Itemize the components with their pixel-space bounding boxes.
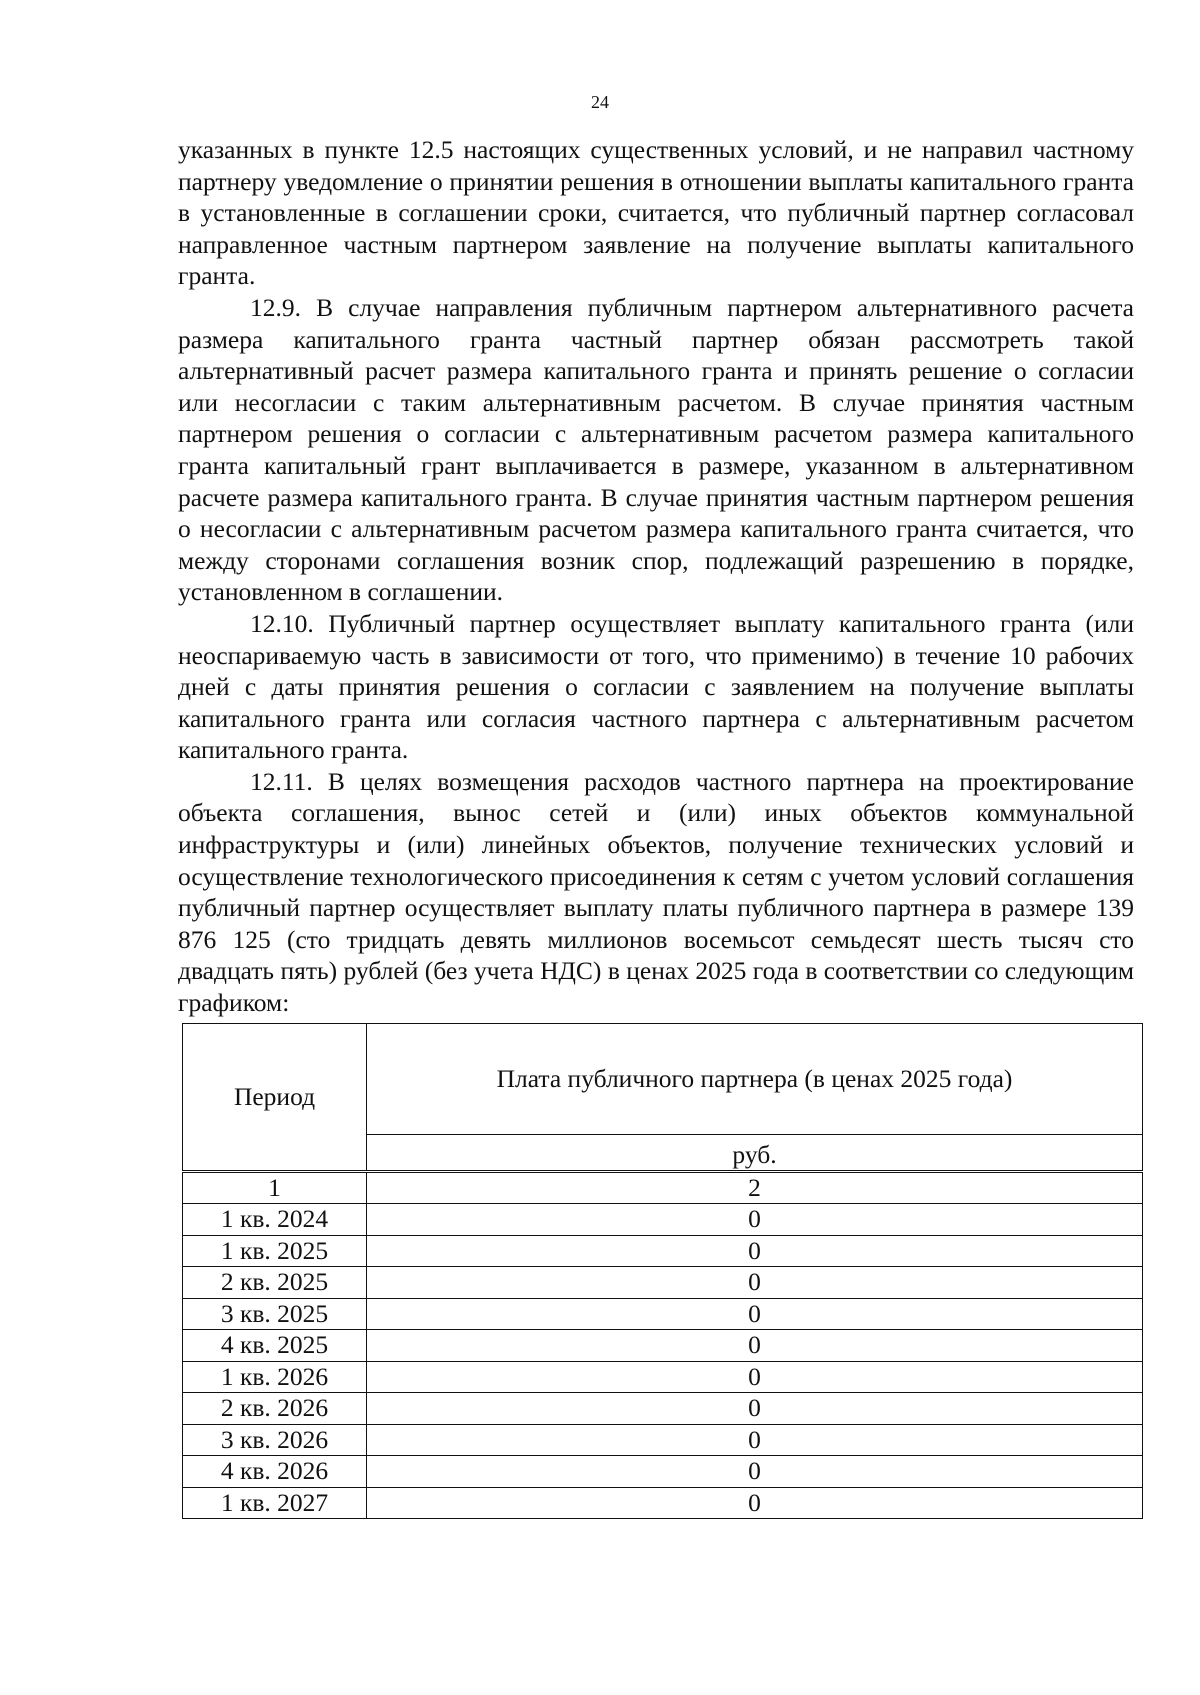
period-cell: 1 кв. 2027 <box>183 1487 367 1519</box>
column-number-1: 1 <box>183 1172 367 1204</box>
table-row <box>183 1424 1143 1456</box>
payment-value-cell: 0 <box>367 1298 1143 1330</box>
table-row <box>183 1361 1143 1393</box>
column-number-row <box>183 1172 1143 1204</box>
payment-schedule-table <box>182 1023 1143 1519</box>
payment-value-cell: 0 <box>367 1393 1143 1425</box>
period-cell: 1 кв. 2024 <box>183 1204 367 1236</box>
paragraph-12-11: 12.11. В целях возмещения расходов частного партнера на проектирование объекта соглашения, вынос сетей и (или) иных объектов коммунальной инфраструктуры и (или) линейных объектов, получение технических условий и осуществление технологического присоединения к сетям с учетом условий соглашения публичный партнер осуществляет выплату платы публичного партнера в размере 139 876 125 (сто тридцать девять миллионов восемьсот семьдесят шесть тысяч сто двадцать пять) рублей (без учета НДС) в ценах 2025 года в соответствии со следующим графиком: <box>178 766 1134 1018</box>
header-unit: руб. <box>367 1134 1143 1171</box>
period-cell: 1 кв. 2025 <box>183 1235 367 1267</box>
paragraph-12-9: 12.9. В случае направления публичным партнером альтернативного расчета размера капитального гранта частный партнер обязан рассмотреть такой альтернативный расчет размера капитального гранта и принять решение о согласии или несогласии с таким альтернативным расчетом. В случае принятия частным партнером решения о согласии с альтернативным расчетом размера капитального гранта капитальный грант выплачивается в размере, указанном в альтернативном расчете размера капитального гранта. В случае принятия частным партнером решения о несогласии с альтернативным расчетом размера капитального гранта считается, что между сторонами соглашения возник спор, подлежащий разрешению в порядке, установленном в соглашении. <box>178 292 1134 607</box>
table-row <box>183 1393 1143 1425</box>
payment-value-cell: 0 <box>367 1456 1143 1488</box>
table-row <box>183 1298 1143 1330</box>
page-number: 24 <box>591 92 609 112</box>
paragraph-12-10: 12.10. Публичный партнер осуществляет выплату капитального гранта (или неоспариваемую часть в зависимости от того, что применимо) в течение 10 рабочих дней с даты принятия решения о согласии с заявлением на получение выплаты капитального гранта или согласия частного партнера с альтернативным расчетом капитального гранта. <box>178 608 1134 765</box>
table-row <box>183 1487 1143 1519</box>
period-cell: 2 кв. 2026 <box>183 1393 367 1425</box>
header-payment: Плата публичного партнера (в ценах 2025 года) <box>367 1024 1143 1135</box>
table-row <box>183 1267 1143 1299</box>
payment-value-cell: 0 <box>367 1487 1143 1519</box>
period-cell: 4 кв. 2026 <box>183 1456 367 1488</box>
period-cell: 1 кв. 2026 <box>183 1361 367 1393</box>
period-cell: 4 кв. 2025 <box>183 1330 367 1362</box>
table-row <box>183 1204 1143 1236</box>
payment-value-cell: 0 <box>367 1361 1143 1393</box>
column-number-2: 2 <box>367 1172 1143 1204</box>
document-body <box>178 134 1134 1019</box>
table-row <box>183 1456 1143 1488</box>
payment-value-cell: 0 <box>367 1235 1143 1267</box>
period-cell: 2 кв. 2025 <box>183 1267 367 1299</box>
table-header-row <box>183 1024 1143 1135</box>
paragraph-continuation: указанных в пункте 12.5 настоящих существенных условий, и не направил частному партнеру уведомление о принятии решения в отношении выплаты капитального гранта в установленные в соглашении сроки, считается, что публичный партнер согласовал направленное частным партнером заявление на получение выплаты капитального гранта. <box>178 135 1134 291</box>
table-row <box>183 1235 1143 1267</box>
payment-value-cell: 0 <box>367 1267 1143 1299</box>
period-cell: 3 кв. 2026 <box>183 1424 367 1456</box>
payment-value-cell: 0 <box>367 1204 1143 1236</box>
header-period: Период <box>183 1024 367 1172</box>
table-row <box>183 1330 1143 1362</box>
payment-value-cell: 0 <box>367 1330 1143 1362</box>
period-cell: 3 кв. 2025 <box>183 1298 367 1330</box>
payment-value-cell: 0 <box>367 1424 1143 1456</box>
